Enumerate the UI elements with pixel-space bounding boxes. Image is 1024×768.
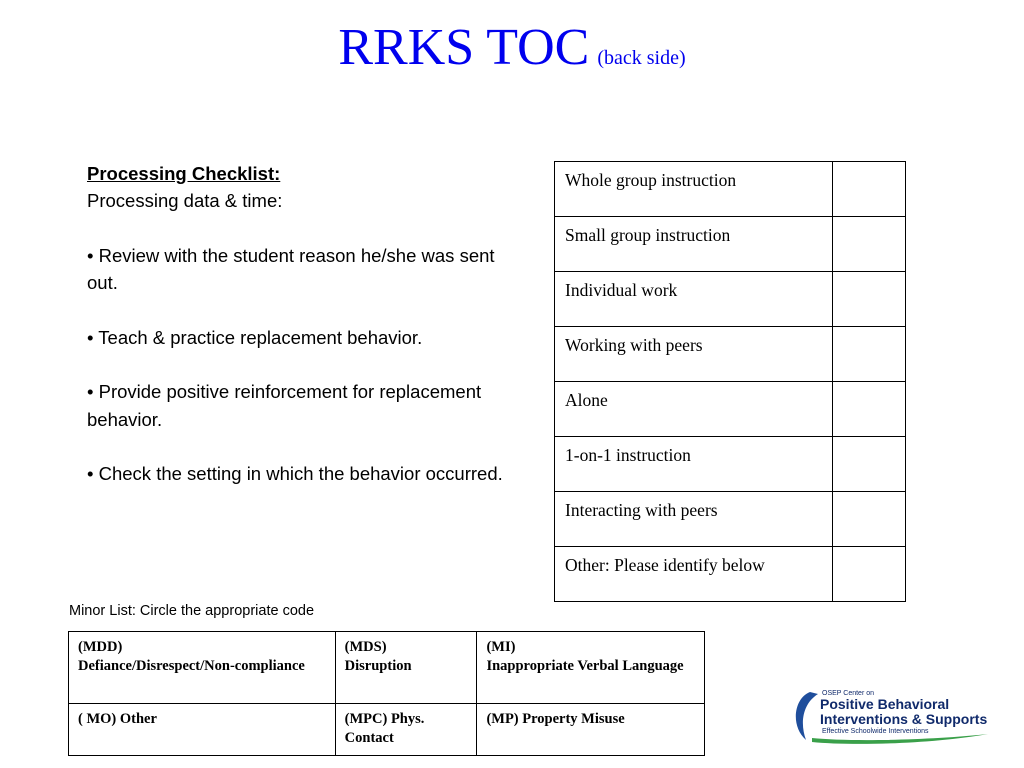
checklist-item: • Provide positive reinforcement for replacement behavior. (87, 381, 482, 430)
minor-label: Inappropriate Verbal Language (486, 658, 684, 674)
table-row (555, 162, 906, 217)
checklist-subheading: Processing data & time: (87, 190, 283, 212)
minor-code: (MDS) (344, 639, 387, 655)
setting-checkbox-cell[interactable] (833, 217, 906, 272)
setting-checkbox-cell[interactable] (833, 272, 906, 327)
title-main: RRKS TOC (338, 19, 590, 76)
minor-code: (MDD) (78, 639, 123, 655)
minor-label: Property Misuse (522, 711, 625, 727)
setting-label: Whole group instruction (555, 162, 833, 217)
minor-code: (MP) (486, 711, 519, 727)
logo-line2: Positive Behavioral (820, 696, 950, 712)
minor-label: Other (119, 711, 157, 727)
checklist-item: • Review with the student reason he/she was sent out. (87, 244, 495, 294)
table-row (555, 327, 906, 382)
minor-code-cell[interactable] (335, 704, 477, 756)
minor-code-cell[interactable] (335, 632, 477, 704)
table-row (555, 547, 906, 602)
setting-checkbox-cell[interactable] (833, 327, 906, 382)
logo-line4: Effective Schoolwide Interventions (822, 728, 929, 735)
setting-label: Alone (555, 382, 833, 437)
setting-label: Other: Please identify below (555, 547, 833, 602)
pbis-logo (792, 686, 992, 746)
table-row (555, 217, 906, 272)
logo-swoosh-green (812, 734, 988, 744)
minor-label: Phys. Contact (344, 711, 425, 746)
setting-checkbox-cell[interactable] (833, 492, 906, 547)
minor-code: ( MO) (78, 711, 117, 727)
title-sub: (back side) (597, 47, 686, 69)
setting-table (554, 161, 906, 602)
logo-line3: Interventions & Supports (820, 711, 988, 727)
minor-code-cell[interactable] (69, 632, 336, 704)
setting-checkbox-cell[interactable] (833, 382, 906, 437)
minor-label: Defiance/Disrespect/Non-compliance (78, 658, 305, 674)
processing-checklist (87, 160, 527, 488)
logo-swoosh-blue (796, 692, 818, 740)
setting-checkbox-cell[interactable] (833, 162, 906, 217)
checklist-item: • Check the setting in which the behavior occurred. (87, 463, 503, 485)
setting-label: Working with peers (555, 327, 833, 382)
setting-label: Interacting with peers (555, 492, 833, 547)
minor-code-cell[interactable] (477, 704, 705, 756)
table-row (555, 382, 906, 437)
table-row (555, 272, 906, 327)
minor-label: Disruption (344, 658, 412, 674)
table-row (555, 492, 906, 547)
logo-line1: OSEP Center on (822, 690, 875, 697)
page-title (0, 18, 1024, 77)
setting-label: Individual work (555, 272, 833, 327)
table-row (69, 704, 705, 756)
minor-code-cell[interactable] (477, 632, 705, 704)
minor-list-table (68, 631, 705, 756)
table-row (555, 437, 906, 492)
table-row (69, 632, 705, 704)
checklist-heading: Processing Checklist: (87, 163, 281, 184)
minor-code: (MI) (486, 639, 516, 655)
setting-checkbox-cell[interactable] (833, 547, 906, 602)
minor-code-cell[interactable] (69, 704, 336, 756)
setting-label: 1-on-1 instruction (555, 437, 833, 492)
minor-code: (MPC) (344, 711, 388, 727)
setting-checkbox-cell[interactable] (833, 437, 906, 492)
setting-label: Small group instruction (555, 217, 833, 272)
checklist-item: • Teach & practice replacement behavior. (87, 326, 423, 348)
minor-list-caption: Minor List: Circle the appropriate code (69, 603, 315, 619)
